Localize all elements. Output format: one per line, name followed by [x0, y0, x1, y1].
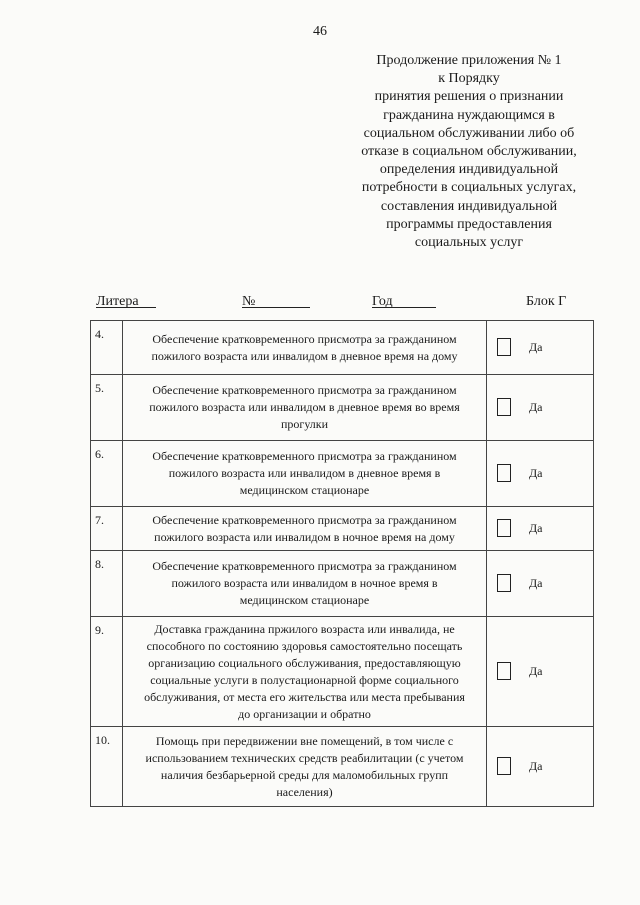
yes-checkbox[interactable]	[497, 398, 511, 416]
service-description	[123, 441, 487, 506]
yes-cell	[487, 507, 593, 550]
yes-checkbox[interactable]	[497, 464, 511, 482]
appendix-heading	[335, 52, 603, 252]
page-number: 46	[313, 24, 327, 39]
litera-label: Литера	[96, 294, 139, 309]
yes-cell	[487, 551, 593, 616]
appendix-line: гражданина нуждающимся в	[383, 107, 555, 123]
appendix-line: составления индивидуальной	[380, 198, 558, 214]
row-number: 10.	[91, 727, 123, 806]
block-label: Блок Г	[526, 294, 567, 309]
description-line: медицинском стационаре	[239, 593, 370, 607]
yes-cell	[487, 321, 593, 374]
row-number: 4.	[91, 321, 123, 374]
description-line: Обеспечение кратковременного присмотра за гражданином	[152, 449, 457, 463]
appendix-line: определения индивидуальной	[379, 162, 559, 178]
yes-label: Да	[529, 520, 543, 535]
table-row	[91, 375, 593, 441]
description-line: медицинском стационаре	[239, 483, 370, 497]
description-line: Доставка гражданина пржилого возраста или инвалида, не	[154, 621, 455, 636]
description-line: Обеспечение кратковременного присмотра за гражданином	[152, 331, 457, 346]
description-line: Помощь при передвижении вне помещений, в том числе с	[155, 733, 454, 748]
yes-label: Да	[529, 399, 543, 414]
yes-checkbox[interactable]	[497, 519, 511, 537]
services-table	[90, 320, 594, 807]
yes-checkbox[interactable]	[497, 338, 511, 356]
description-line: пожилого возраста или инвалидом в ночное время на дому	[154, 529, 455, 544]
appendix-line: Продолжение приложения № 1	[376, 53, 562, 68]
service-description	[123, 507, 487, 550]
description-line: до организации и обратно	[238, 706, 371, 721]
appendix-line: потребности в социальных услугах,	[361, 180, 577, 196]
yes-label: Да	[529, 758, 543, 773]
description-line: Обеспечение кратковременного присмотра за гражданином	[152, 512, 457, 527]
table-row	[91, 551, 593, 617]
appendix-line: социальном обслуживании либо об	[363, 125, 575, 141]
description-line: пожилого возраста или инвалидом в дневное время на дому	[151, 348, 458, 363]
service-description	[123, 375, 487, 440]
table-row	[91, 617, 593, 727]
appendix-line: программы предоставления	[386, 216, 552, 232]
description-line: использованием технических средств реабилитации (с учетом	[145, 750, 464, 765]
description-line: пожилого возраста или инвалидом в дневное время во время	[149, 400, 460, 414]
description-line: населения)	[276, 784, 333, 799]
row-number: 6.	[91, 441, 123, 506]
row-number: 5.	[91, 375, 123, 440]
appendix-line: к Порядку	[438, 71, 500, 87]
yes-cell	[487, 441, 593, 506]
description-line: пожилого возраста или инвалидом в дневное время в	[168, 466, 441, 480]
description-line: Обеспечение кратковременного присмотра за гражданином	[152, 383, 457, 397]
yes-checkbox[interactable]	[497, 662, 511, 680]
yes-cell	[487, 727, 593, 806]
appendix-line: принятия решения о признании	[374, 89, 564, 105]
description-line: социальные услуги в полустационарной форме социального	[150, 672, 459, 687]
row-number: 9.	[91, 617, 123, 726]
description-line: способного по состоянию здоровья самостоятельно посещать	[146, 638, 463, 653]
year-blank[interactable]	[372, 294, 436, 308]
service-description	[123, 551, 487, 616]
yes-label: Да	[529, 575, 543, 590]
service-description	[123, 727, 487, 806]
litera-blank[interactable]	[96, 294, 156, 308]
number-blank[interactable]	[242, 294, 310, 308]
row-number: 8.	[91, 551, 123, 616]
description-line: организацию социального обслуживания, предоставляющую	[148, 655, 461, 670]
appendix-line: отказе в социальном обслуживании,	[361, 144, 577, 160]
number-label: №	[242, 294, 256, 309]
description-line: наличия безбарьерной среды для маломобильных групп	[160, 767, 449, 782]
yes-cell	[487, 375, 593, 440]
table-row	[91, 441, 593, 507]
form-header	[96, 294, 592, 316]
yes-label: Да	[529, 339, 543, 354]
description-line: прогулки	[280, 417, 329, 431]
service-description	[123, 617, 487, 726]
yes-cell	[487, 617, 593, 726]
yes-label: Да	[529, 465, 543, 480]
description-line: Обеспечение кратковременного присмотра за гражданином	[152, 559, 457, 573]
description-line: обслуживания, от места его жительства или места пребывания	[144, 689, 465, 704]
table-row	[91, 507, 593, 551]
description-line: пожилого возраста или инвалидом в ночное время в	[171, 576, 438, 590]
table-row	[91, 321, 593, 375]
year-label: Год	[372, 294, 393, 309]
yes-label: Да	[529, 663, 543, 678]
appendix-line: социальных услуг	[414, 235, 524, 251]
table-row	[91, 727, 593, 807]
yes-checkbox[interactable]	[497, 574, 511, 592]
service-description	[123, 321, 487, 374]
row-number: 7.	[91, 507, 123, 550]
yes-checkbox[interactable]	[497, 757, 511, 775]
